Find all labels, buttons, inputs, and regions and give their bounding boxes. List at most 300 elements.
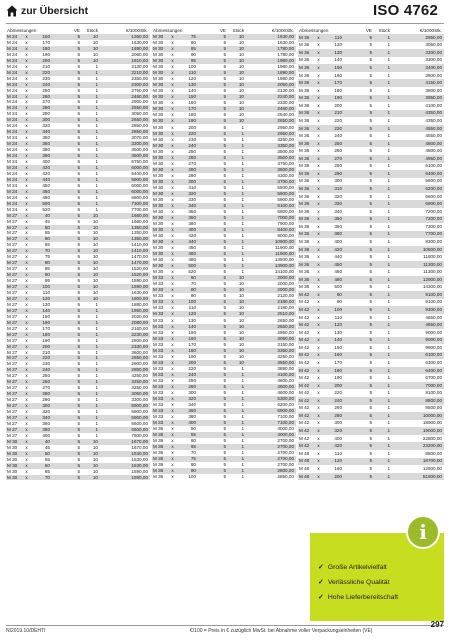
pieces-value: 1 <box>374 185 392 193</box>
times-sign: x <box>25 325 28 331</box>
pieces-value: 1 <box>387 193 390 199</box>
ve-value: 5 <box>198 227 228 233</box>
length: 360 <box>176 215 198 221</box>
pieces-value: 1 <box>387 420 390 426</box>
ve-value: 5 <box>344 140 374 148</box>
header-ve: VE <box>73 28 80 34</box>
price-value: 2080,00 <box>100 320 150 326</box>
length: 250 <box>42 87 50 93</box>
times-sign: x <box>168 131 176 137</box>
times-sign: x <box>22 94 30 100</box>
times-sign: x <box>314 321 322 329</box>
thread-size: M 24 <box>6 153 22 159</box>
thread-size: M 36 <box>298 64 314 72</box>
price-value: 4100,00 <box>246 372 296 378</box>
thread-size: M 27 <box>7 325 18 331</box>
ve-value: 5 <box>52 296 82 302</box>
table-row <box>298 178 444 186</box>
price-value: 6600,00 <box>425 193 442 199</box>
length: 240 <box>176 372 198 378</box>
pieces-value: 1 <box>228 239 246 245</box>
thread-size: M 36 <box>153 474 164 480</box>
ve-value: 5 <box>223 40 226 46</box>
ve-value: 5 <box>77 385 80 391</box>
pieces-value: 1 <box>82 367 100 373</box>
times-sign: x <box>25 159 28 165</box>
times-sign: x <box>171 462 174 468</box>
ve-value: 5 <box>77 159 80 165</box>
pieces-value: 1 <box>82 165 100 171</box>
pieces-value: 10 <box>228 360 246 366</box>
price-value: 22800,00 <box>422 435 442 441</box>
length: 460 <box>176 251 198 257</box>
price-value: 2950,00 <box>246 131 296 137</box>
thread-size: M 36 <box>299 117 310 123</box>
length: 380 <box>322 231 344 239</box>
thread-size: M 42 <box>299 435 310 441</box>
times-sign: x <box>25 135 28 141</box>
pieces-value: 1 <box>228 372 246 378</box>
pieces-value: 1 <box>241 426 244 432</box>
times-sign: x <box>317 344 320 350</box>
thread-size: M 30 <box>153 124 164 130</box>
times-sign: x <box>171 172 174 178</box>
ve-value: 5 <box>369 299 372 305</box>
price-value: 1470,00 <box>100 260 150 266</box>
length: 500 <box>30 201 52 207</box>
thread-size: M 30 <box>6 439 22 445</box>
price-value: 3300,00 <box>131 397 148 403</box>
price-value: 4250,00 <box>131 373 148 379</box>
price-value: 7700,00 <box>392 231 444 239</box>
length: 140 <box>30 308 52 314</box>
length: 75 <box>44 254 50 260</box>
times-sign: x <box>171 438 174 444</box>
times-sign: x <box>25 409 28 415</box>
price-value: 1950,00 <box>100 308 150 314</box>
thread-size: M 36 <box>298 140 314 148</box>
price-table-col3 <box>298 26 444 480</box>
thread-size: M 36 <box>299 208 310 214</box>
length: 120 <box>334 42 342 48</box>
thread-size: M 30 <box>152 227 168 233</box>
length: 120 <box>176 311 198 317</box>
length: 90 <box>190 293 196 299</box>
times-sign: x <box>168 263 176 269</box>
length: 60 <box>176 275 198 281</box>
length: 270 <box>42 385 50 391</box>
times-sign: x <box>171 196 174 202</box>
length: 240 <box>30 82 52 88</box>
price-value: 2950,00 <box>277 329 294 335</box>
ve-value: 5 <box>344 352 374 360</box>
ve-value: 5 <box>77 242 80 248</box>
length: 50 <box>30 225 52 231</box>
price-value: 3300,00 <box>425 57 442 63</box>
ve-value: 5 <box>52 451 82 457</box>
price-value: 1590,00 <box>100 284 150 290</box>
back-link-label: zur Übersicht <box>21 5 89 17</box>
ve-value: 5 <box>52 355 82 361</box>
thread-size: M 24 <box>6 34 22 40</box>
times-sign: x <box>168 251 176 257</box>
thread-size: M 27 <box>6 320 22 326</box>
thread-size: M 27 <box>7 301 18 307</box>
price-value: 5500,00 <box>277 184 294 190</box>
price-value: 5400,00 <box>131 170 148 176</box>
length: 230 <box>42 75 50 81</box>
pieces-value: 1 <box>228 468 246 474</box>
times-sign: x <box>317 238 320 244</box>
table-row <box>298 95 444 103</box>
thread-size: M 33 <box>153 341 164 347</box>
times-sign: x <box>171 389 174 395</box>
length: 300 <box>188 389 196 395</box>
table-row <box>298 261 444 269</box>
thread-size: M 24 <box>7 170 18 176</box>
price-value: 10900,00 <box>246 239 296 245</box>
thread-size: M 24 <box>7 123 18 129</box>
times-sign: x <box>25 39 28 45</box>
pieces-value: 1 <box>82 379 100 385</box>
price-value: 2850,00 <box>100 129 150 135</box>
length: 210 <box>42 63 50 69</box>
price-value: 1670,00 <box>100 439 150 445</box>
price-value: 1350,00 <box>100 236 150 242</box>
times-sign: x <box>317 87 320 93</box>
length: 500 <box>176 263 198 269</box>
ve-value: 5 <box>198 468 228 474</box>
table-row <box>298 427 444 435</box>
pieces-value: 1 <box>95 111 98 117</box>
times-sign: x <box>317 72 320 78</box>
ve-value: 5 <box>77 444 80 450</box>
ve-value: 5 <box>77 254 80 260</box>
pieces-value: 10 <box>228 118 246 124</box>
price-value: 1520,00 <box>100 272 150 278</box>
price-value: 1660,00 <box>131 218 148 224</box>
thread-size: M 30 <box>152 58 168 64</box>
price-value: 2210,00 <box>100 70 150 76</box>
ve-value: 5 <box>52 46 82 52</box>
thread-size: M 30 <box>152 106 168 112</box>
pieces-value: 1 <box>374 140 392 148</box>
ve-value: 5 <box>223 329 226 335</box>
pieces-value: 1 <box>374 110 392 118</box>
price-value: 4150,00 <box>392 79 444 87</box>
times-sign: x <box>25 230 28 236</box>
price-value: 18700,00 <box>392 458 444 466</box>
price-value: 5300,00 <box>246 396 296 402</box>
thread-size: M 30 <box>153 160 164 166</box>
price-value: 3550,00 <box>246 360 296 366</box>
price-value: 2950,00 <box>392 34 444 42</box>
length: 200 <box>188 124 196 130</box>
pieces-value: 1 <box>241 233 244 239</box>
price-value: 3250,00 <box>100 379 150 385</box>
pieces-value: 10 <box>228 34 246 40</box>
times-sign: x <box>25 456 28 462</box>
times-sign: x <box>168 336 176 342</box>
pieces-value: 10 <box>228 324 246 330</box>
thread-size: M 36 <box>298 185 314 193</box>
thread-size: M 33 <box>153 281 164 287</box>
ve-value: 5 <box>344 185 374 193</box>
times-sign: x <box>22 34 30 40</box>
times-sign: x <box>171 474 174 480</box>
length: 440 <box>30 177 52 183</box>
thread-size: M 30 <box>153 233 164 239</box>
thread-size: M 33 <box>152 372 168 378</box>
thread-size: M 36 <box>298 200 314 208</box>
table-header-row <box>152 26 296 34</box>
length: 280 <box>176 167 198 173</box>
length: 460 <box>334 269 342 275</box>
times-sign: x <box>317 450 320 456</box>
thread-size: M 30 <box>153 112 164 118</box>
ve-value: 5 <box>52 82 82 88</box>
length: 220 <box>334 117 342 123</box>
length: 260 <box>30 94 52 100</box>
pieces-value: 10 <box>82 475 100 481</box>
pieces-value: 1 <box>374 337 392 345</box>
length: 420 <box>322 246 344 254</box>
times-sign: x <box>22 344 30 350</box>
ve-value: 5 <box>369 405 372 411</box>
price-value: 3150,00 <box>277 341 294 347</box>
thread-size: M 33 <box>152 408 168 414</box>
price-value: 5900,00 <box>100 415 150 421</box>
pieces-value: 1 <box>241 365 244 371</box>
times-sign: x <box>317 208 320 214</box>
times-sign: x <box>171 160 174 166</box>
price-value: 3200,00 <box>392 49 444 57</box>
price-value: 4550,00 <box>425 133 442 139</box>
ve-value: 5 <box>198 444 228 450</box>
times-sign: x <box>171 124 174 130</box>
thread-size: M 27 <box>6 296 22 302</box>
length: 75 <box>176 34 198 40</box>
ve-value: 5 <box>344 79 374 87</box>
pieces-value: 1 <box>387 57 390 63</box>
ve-value: 5 <box>198 239 228 245</box>
times-sign: x <box>171 365 174 371</box>
price-value: 9000,00 <box>277 233 294 239</box>
pieces-value: 1 <box>387 163 390 169</box>
times-sign: x <box>22 236 30 242</box>
thread-size: M 24 <box>7 87 18 93</box>
times-sign: x <box>22 225 30 231</box>
ve-value: 5 <box>77 420 80 426</box>
thread-size: M 33 <box>153 401 164 407</box>
times-sign: x <box>25 420 28 426</box>
ve-value: 5 <box>344 367 374 375</box>
pieces-value: 1 <box>95 361 98 367</box>
pieces-value: 1 <box>374 442 392 450</box>
times-sign: x <box>314 397 322 405</box>
price-value: 1590,00 <box>100 475 150 481</box>
pieces-value: 1 <box>228 203 246 209</box>
price-value: 2650,00 <box>277 317 294 323</box>
pieces-value: 1 <box>387 148 390 154</box>
ve-value: 5 <box>369 284 372 290</box>
pieces-value: 1 <box>241 474 244 480</box>
table-row <box>298 284 444 292</box>
thread-size: M 36 <box>298 231 314 239</box>
length: 320 <box>176 191 198 197</box>
ve-value: 5 <box>77 87 80 93</box>
ve-value: 5 <box>344 276 374 284</box>
times-sign: x <box>317 284 320 290</box>
pieces-value: 1 <box>241 172 244 178</box>
length: 350 <box>188 208 196 214</box>
table-row <box>298 321 444 329</box>
length: 85 <box>44 266 50 272</box>
thread-size: M 27 <box>7 385 18 391</box>
price-value: 1630,00 <box>131 289 148 295</box>
times-sign: x <box>171 88 174 94</box>
pieces-value: 1 <box>241 377 244 383</box>
price-value: 1660,00 <box>100 213 150 219</box>
times-sign: x <box>168 372 176 378</box>
page-title: ISO 4762 <box>373 2 438 19</box>
table-row <box>298 216 444 224</box>
length: 150 <box>334 344 342 350</box>
ve-value: 5 <box>198 106 228 112</box>
ve-value: 5 <box>223 305 226 311</box>
thread-size: M 36 <box>299 284 310 290</box>
length: 210 <box>322 110 344 118</box>
thread-size: M 36 <box>299 193 310 199</box>
price-value: 3500,00 <box>246 155 296 161</box>
pieces-value: 1 <box>82 177 100 183</box>
times-sign: x <box>22 403 30 409</box>
thread-size: M 27 <box>7 373 18 379</box>
times-sign: x <box>22 117 30 123</box>
header-price: €/1000Stk. <box>126 28 148 34</box>
ve-value: 5 <box>369 223 372 229</box>
thread-size: M 36 <box>298 79 314 87</box>
times-sign: x <box>25 385 28 391</box>
pieces-value: 1 <box>374 397 392 405</box>
thread-size: M 36 <box>299 269 310 275</box>
table-row <box>298 374 444 382</box>
thread-size: M 30 <box>153 88 164 94</box>
thread-size: M 30 <box>7 456 18 462</box>
thread-size: M 36 <box>152 444 168 450</box>
ve-value: 5 <box>369 254 372 260</box>
times-sign: x <box>168 468 176 474</box>
price-value: 3050,00 <box>100 391 150 397</box>
thread-size: M 33 <box>153 329 164 335</box>
ve-value: 5 <box>223 462 226 468</box>
price-value: 2130,00 <box>277 88 294 94</box>
length: 280 <box>334 163 342 169</box>
length: 310 <box>322 185 344 193</box>
price-value: 2000,00 <box>246 287 296 293</box>
thread-size: M 48 <box>298 473 314 481</box>
pieces-value: 1 <box>387 72 390 78</box>
thread-size: M 24 <box>7 75 18 81</box>
pieces-value: 10 <box>228 106 246 112</box>
times-sign: x <box>168 348 176 354</box>
ve-value: 5 <box>344 49 374 57</box>
table-row <box>298 253 444 261</box>
price-value: 5600,00 <box>131 420 148 426</box>
thread-size: M 33 <box>152 384 168 390</box>
ve-value: 5 <box>344 125 374 133</box>
length: 220 <box>30 70 52 76</box>
price-value: 2540,00 <box>277 112 294 118</box>
thread-size: M 33 <box>153 377 164 383</box>
price-value: 1410,00 <box>131 242 148 248</box>
pieces-value: 1 <box>241 257 244 263</box>
price-value: 3400,00 <box>392 64 444 72</box>
thread-size: M 36 <box>299 163 310 169</box>
price-value: 7000,00 <box>392 382 444 390</box>
ve-value: 5 <box>77 218 80 224</box>
times-sign: x <box>25 397 28 403</box>
thread-size: M 36 <box>299 42 310 48</box>
ve-value: 5 <box>52 463 82 469</box>
ve-value: 5 <box>344 397 374 405</box>
thread-size: M 27 <box>6 355 22 361</box>
table-row <box>298 442 444 450</box>
back-to-overview-link[interactable] <box>6 5 88 17</box>
price-value: 4600,00 <box>277 389 294 395</box>
length: 140 <box>176 324 198 330</box>
price-value: 3050,00 <box>425 42 442 48</box>
pieces-value: 1 <box>374 200 392 208</box>
length: 340 <box>30 129 52 135</box>
times-sign: x <box>22 415 30 421</box>
price-value: 1410,00 <box>100 248 150 254</box>
pieces-value: 10 <box>228 82 246 88</box>
price-value: 9100,00 <box>392 291 444 299</box>
times-sign: x <box>22 70 30 76</box>
length: 320 <box>42 409 50 415</box>
price-value: 11300,00 <box>392 261 444 269</box>
ve-value: 5 <box>223 438 226 444</box>
price-value: 2650,00 <box>100 355 150 361</box>
times-sign: x <box>171 221 174 226</box>
ve-value: 5 <box>223 52 226 58</box>
pieces-value: 1 <box>374 34 392 42</box>
thread-size: M 48 <box>299 465 310 471</box>
times-sign: x <box>314 125 322 133</box>
times-sign: x <box>22 272 30 278</box>
ve-value: 5 <box>52 272 82 278</box>
price-value: 2650,00 <box>246 118 296 124</box>
times-sign: x <box>314 442 322 450</box>
times-sign: x <box>168 34 176 40</box>
thread-size: M 36 <box>299 133 310 139</box>
pieces-value: 10 <box>238 76 244 82</box>
price-value: 2160,00 <box>131 325 148 331</box>
feature-label: Verlässliche Qualität <box>327 579 390 586</box>
length: 320 <box>176 396 198 402</box>
thread-size: M 30 <box>152 34 168 40</box>
price-value: 2850,00 <box>131 123 148 129</box>
times-sign: x <box>314 110 322 118</box>
times-sign: x <box>317 133 320 139</box>
thread-size: M 24 <box>7 182 18 188</box>
length: 200 <box>322 382 344 390</box>
ve-value: 5 <box>77 373 80 379</box>
price-value: 2120,00 <box>277 293 294 299</box>
times-sign: x <box>314 427 322 435</box>
ve-value: 5 <box>198 348 228 354</box>
